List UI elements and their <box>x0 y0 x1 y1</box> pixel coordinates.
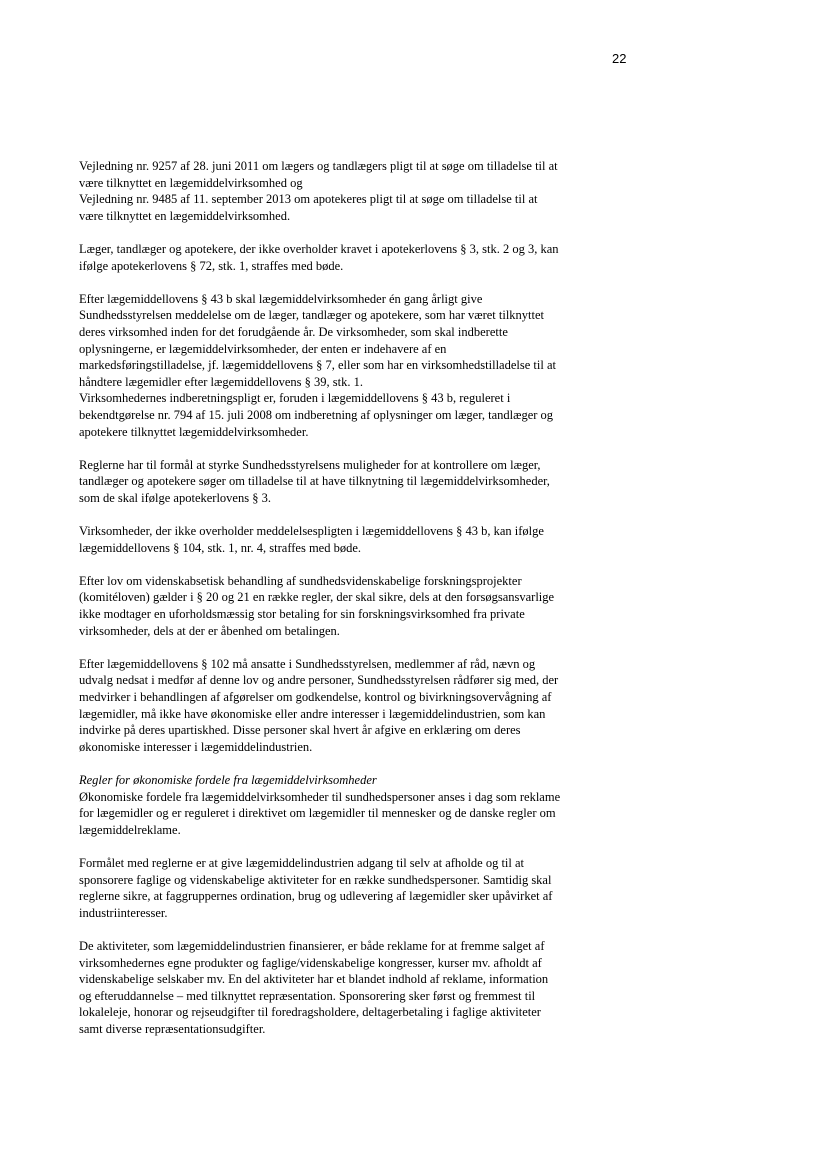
text-line: lægemidler, må ikke have økonomiske eller andre interesser i lægemiddelindustrien, som kan <box>79 706 546 721</box>
text-line: reglerne sikre, at faggruppernes ordination, brug og udlevering af lægemidler sker upåvirket af <box>79 889 553 904</box>
text-line: Vejledning nr. 9257 af 28. juni 2011 om lægers og tandlægers pligt til at søge om tilladelse til at <box>79 159 558 173</box>
text-line: bekendtgørelse nr. 794 af 15. juli 2008 om indberetning af oplysninger om læger, tandlæger og <box>79 407 554 422</box>
text-line: deres virksomhed inden for det forudgående år. De virksomheder, som skal indberette <box>79 324 508 339</box>
text-line: oplysningerne, er lægemiddelvirksomheder, der enten er indehavere af en <box>79 341 447 356</box>
text-line: lokaleleje, honorar og rejseudgifter til foredragsholdere, deltagerbetaling i faglige aktiviteter <box>79 1005 541 1020</box>
text-line: Virksomhedernes indberetningspligt er, foruden i lægemiddellovens § 43 b, reguleret i <box>79 391 511 406</box>
text-line: ifølge apotekerlovens § 72, stk. 1, straffes med bøde. <box>79 258 344 273</box>
text-line: markedsføringstilladelse, jf. lægemiddellovens § 7, eller som har en virksomhedstilladelse til at <box>79 358 556 373</box>
text-line: medvirker i behandlingen af afgørelser om godkendelse, kontrol og bivirkningsovervågning af <box>79 690 552 704</box>
text-line: håndtere lægemidler efter lægemiddellovens § 39, stk. 1. <box>79 374 363 389</box>
page-number: 22 <box>612 51 627 66</box>
paragraph <box>79 772 624 838</box>
text-line: tandlæger og apotekere søger om tilladelse til at have tilknytning til lægemiddelvirksomheder, <box>79 474 550 489</box>
text-line: være tilknyttet en lægemiddelvirksomhed og <box>79 175 303 190</box>
text-line: og efteruddannelse – med tilknyttet repræsentation. Sponsorering sker først og fremmest til <box>79 988 536 1003</box>
text-line: lægemiddelreklame. <box>79 822 181 837</box>
text-line: Læger, tandlæger og apotekere, der ikke overholder kravet i apotekerlovens § 3, stk. 2 og 3, kan <box>79 241 559 256</box>
text-line: Vejledning nr. 9485 af 11. september 2013 om apotekeres pligt til at søge om tilladelse til at <box>79 192 538 207</box>
paragraph <box>79 241 624 274</box>
text-line: Virksomheder, der ikke overholder meddelelsespligten i lægemiddellovens § 43 b, kan ifølge <box>79 524 544 539</box>
text-line: Efter lægemiddellovens § 102 må ansatte i Sundhedsstyrelsen, medlemmer af råd, nævn og <box>79 656 536 671</box>
text-line: for lægemidler og er reguleret i direktivet om lægemidler til mennesker og de danske regler om <box>79 806 556 821</box>
paragraph <box>79 938 624 1038</box>
text-line: Sundhedsstyrelsen meddelelse om de læger, tandlæger og apotekere, som har været tilknyttet <box>79 308 545 323</box>
text-line: Formålet med reglerne er at give lægemiddelindustrien adgang til selv at afholde og til at <box>79 855 525 870</box>
text-line: Økonomiske fordele fra lægemiddelvirksomheder til sundhedspersoner anses i dag som reklame <box>79 789 561 804</box>
paragraph <box>79 523 624 556</box>
text-line: virksomhedernes egne produkter og faglige/videnskabelige kongresser, kurser mv. afholdt af <box>79 955 542 970</box>
text-line: videnskabelige selskaber mv. En del aktiviteter har et blandet indhold af reklame, information <box>79 972 549 987</box>
text-line: samt diverse repræsentationsudgifter. <box>79 1021 266 1036</box>
text-line: udvalg nedsat i medfør af denne lov og andre personer, Sundhedsstyrelsen rådfører sig med, der <box>79 673 559 688</box>
document-body <box>79 158 624 1054</box>
text-line: som de skal ifølge apotekerlovens § 3. <box>79 490 271 505</box>
text-line: apotekere tilknyttet lægemiddelvirksomheder. <box>79 424 309 439</box>
text-line: (komitéloven) gælder i § 20 og 21 en række regler, der skal sikre, dels at den forsøgsansvarlige <box>79 590 555 605</box>
text-line: lægemiddellovens § 104, stk. 1, nr. 4, straffes med bøde. <box>79 540 362 555</box>
text-line: være tilknyttet en lægemiddelvirksomhed. <box>79 208 291 223</box>
text-line: industriinteresser. <box>79 905 168 920</box>
paragraph <box>79 656 624 756</box>
paragraph <box>79 573 624 639</box>
text-line: De aktiviteter, som lægemiddelindustrien finansierer, er både reklame for at fremme salget af <box>79 938 545 953</box>
paragraph <box>79 457 624 507</box>
paragraph <box>79 158 624 224</box>
section-heading: Regler for økonomiske fordele fra lægemiddelvirksomheder <box>79 772 377 787</box>
text-line: økonomiske interesser i lægemiddelindustrien. <box>79 739 313 754</box>
text-line: sponsorere faglige og videnskabelige aktiviteter for en række sundhedspersoner. Samtidig skal <box>79 872 552 887</box>
text-line: Efter lov om videnskabsetisk behandling af sundhedsvidenskabelige forskningsprojekter <box>79 573 522 588</box>
text-line: virksomheder, dels at der er åbenhed om betalingen. <box>79 623 340 638</box>
text-line: indvirke på deres upartiskhed. Disse personer skal hvert år afgive en erklæring om deres <box>79 723 521 738</box>
paragraph <box>79 291 624 440</box>
text-line: Efter lægemiddellovens § 43 b skal lægemiddelvirksomheder én gang årligt give <box>79 291 483 306</box>
text-line: Reglerne har til formål at styrke Sundhedsstyrelsens muligheder for at kontrollere om læger, <box>79 457 541 472</box>
text-line: ikke modtager en uforholdsmæssig stor betaling for sin forskningsvirksomhed fra private <box>79 607 525 622</box>
paragraph <box>79 855 624 921</box>
